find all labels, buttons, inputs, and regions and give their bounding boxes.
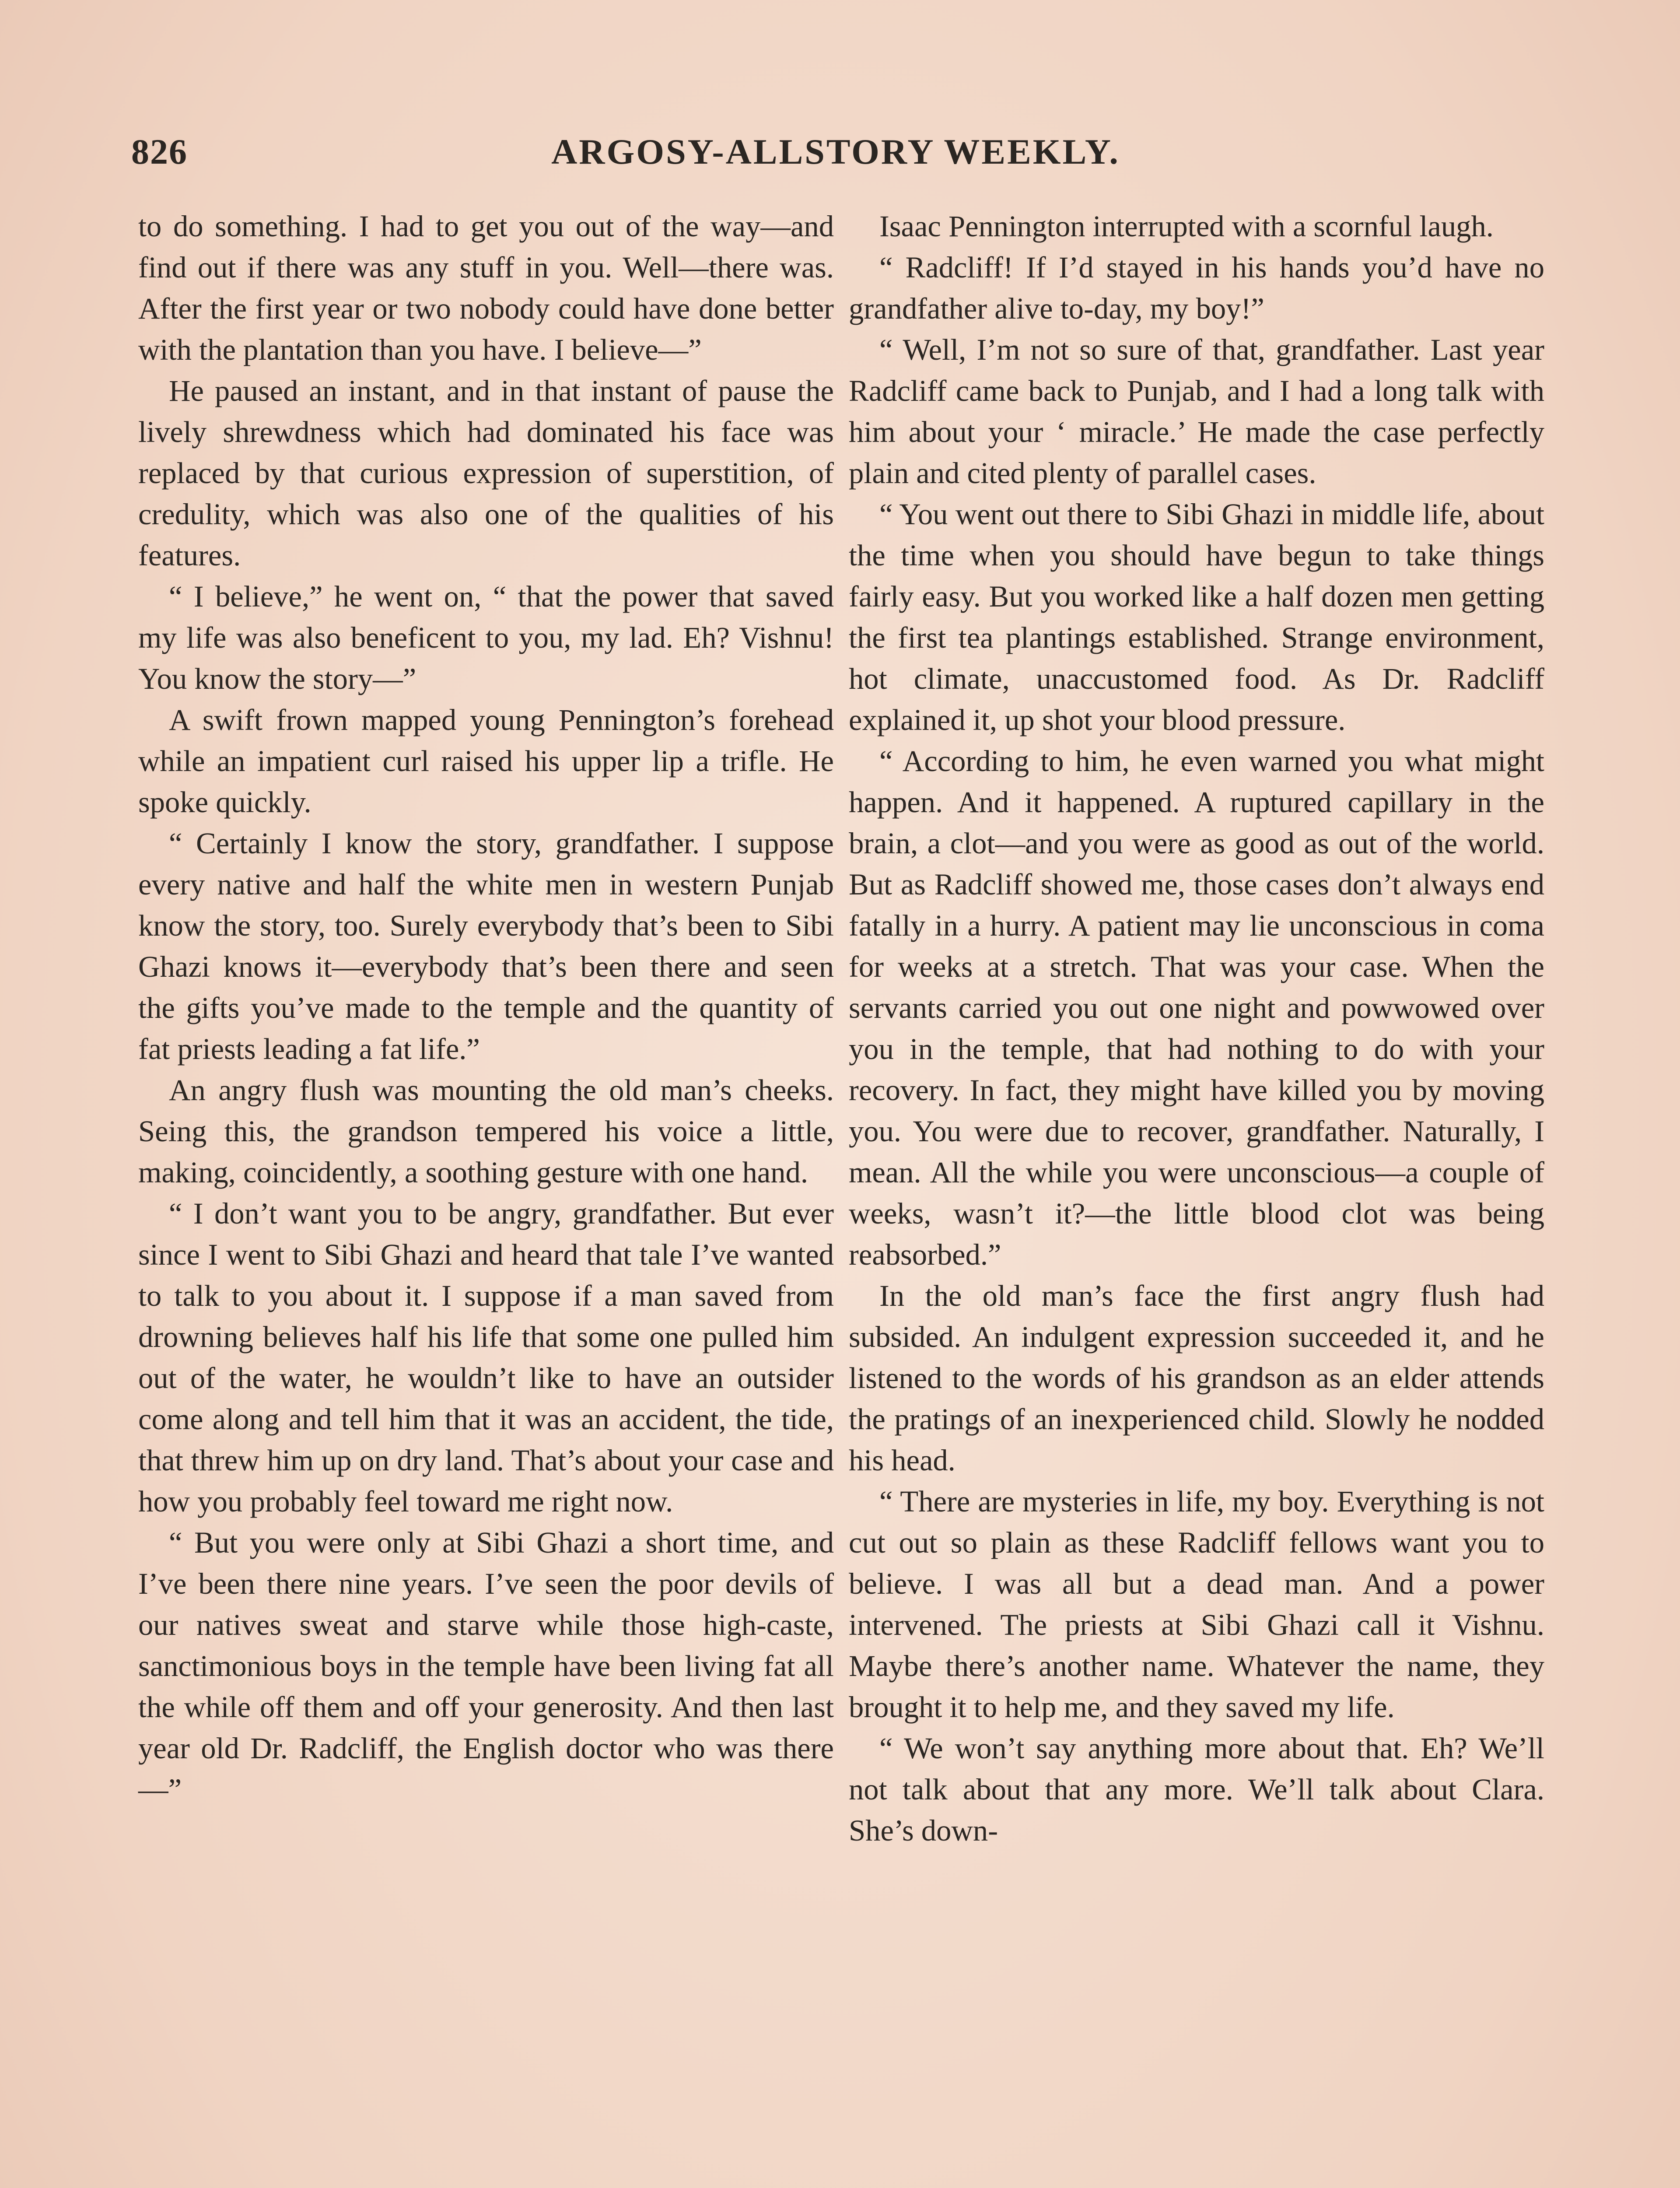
paragraph: “ We won’t say anything more about that. Eh? We’ll not talk about that any more. We’ll talk about Clara. She’s down- <box>849 1732 1544 1847</box>
paragraph: A swift frown mapped young Pennington’s forehead while an impatient curl raised his upper lip a trifle. He spoke quickly. <box>138 703 834 819</box>
paragraph: “ Certainly I know the story, grandfather. I suppose every native and half the white men in western Punjab know the story, too. Surely everybody that’s been to Sibi Ghazi knows it—everybody that’s been there and seen the gifts you’ve made to the temple and the quantity of fat priests leading a fat life.” <box>138 827 834 1066</box>
paragraph: An angry flush was mounting the old man’s cheeks. Seing this, the grandson tempered his voice a little, making, coincidently, a soothing gesture with one hand. <box>138 1073 834 1189</box>
page-header <box>131 131 1540 184</box>
paragraph: In the old man’s face the first angry flush had subsided. An indulgent expression succeeded it, and he listened to the words of his grandson as an elder attends the pratings of an inexperienced child. Slowly he nodded his head. <box>849 1279 1544 1477</box>
right-column <box>849 206 1544 1851</box>
paragraph: “ There are mysteries in life, my boy. Everything is not cut out so plain as these Radcliff fellows want you to believe. I was all but a dead man. And a power intervened. The priests at Sibi Ghazi call it Vishnu. Maybe there’s another name. Whatever the name, they brought it to help me, and they saved my life. <box>849 1485 1544 1724</box>
paragraph: “ I believe,” he went on, “ that the power that saved my life was also beneficent to you, my lad. Eh? Vishnu! You know the story—” <box>138 580 834 695</box>
paragraph: “ But you were only at Sibi Ghazi a short time, and I’ve been there nine years. I’ve seen the poor devils of our natives sweat and starve while those high-caste, sanctimonious boys in the temple have been living fat all the while off them and off your generosity. And then last year old Dr. Radcliff, the English doctor who was there—” <box>138 1526 834 1806</box>
paragraph: “ Radcliff! If I’d stayed in his hands you’d have no grandfather alive to-day, my boy!” <box>849 251 1544 325</box>
paragraph: He paused an instant, and in that instant of pause the lively shrewdness which had dominated his face was replaced by that curious expression of superstition, of credulity, which was also one of the qualities of his features. <box>138 374 834 572</box>
paragraph: “ I don’t want you to be angry, grandfather. But ever since I went to Sibi Ghazi and heard that tale I’ve wanted to talk to you about it. I suppose if a man saved from drowning believes half his life that some one pulled him out of the water, he wouldn’t like to have an outsider come along and tell him that it was an accident, the tide, that threw him up on dry land. That’s about your case and how you probably feel toward me right now. <box>138 1197 834 1518</box>
page-number: 826 <box>131 132 188 172</box>
paragraph: to do something. I had to get you out of the way—and find out if there was any stuff in you. Well—there was. After the first year or two nobody could have done better with the plantation than you have. I believe—” <box>138 210 834 366</box>
paragraph: “ You went out there to Sibi Ghazi in middle life, about the time when you should have begun to take things fairly easy. But you worked like a half dozen men getting the first tea plantings established. Strange environment, hot climate, unaccustomed food. As Dr. Radcliff explained it, up shot your blood pressure. <box>849 498 1544 736</box>
paragraph: Isaac Pennington interrupted with a scornful laugh. <box>879 210 1494 243</box>
paragraph: “ Well, I’m not so sure of that, grandfather. Last year Radcliff came back to Punjab, and I had a long talk with him about your ‘ miracle.’ He made the case perfectly plain and cited plenty of parallel cases. <box>849 333 1544 490</box>
paragraph: “ According to him, he even warned you what might happen. And it happened. A ruptured capillary in the brain, a clot—and you were as good as out of the world. But as Radcliff showed me, those cases don’t always end fatally in a hurry. A patient may lie unconscious in coma for weeks at a stretch. That was your case. When the servants carried you out one night and powwowed over you in the temple, that had nothing to do with your recovery. In fact, they might have killed you by moving you. You were due to recover, grandfather. Naturally, I mean. All the while you were unconscious—a couple of weeks, wasn’t it?—the little blood clot was being reabsorbed.” <box>849 744 1544 1271</box>
running-title: ARGOSY-ALLSTORY WEEKLY. <box>551 132 1120 172</box>
left-column <box>138 206 834 1810</box>
